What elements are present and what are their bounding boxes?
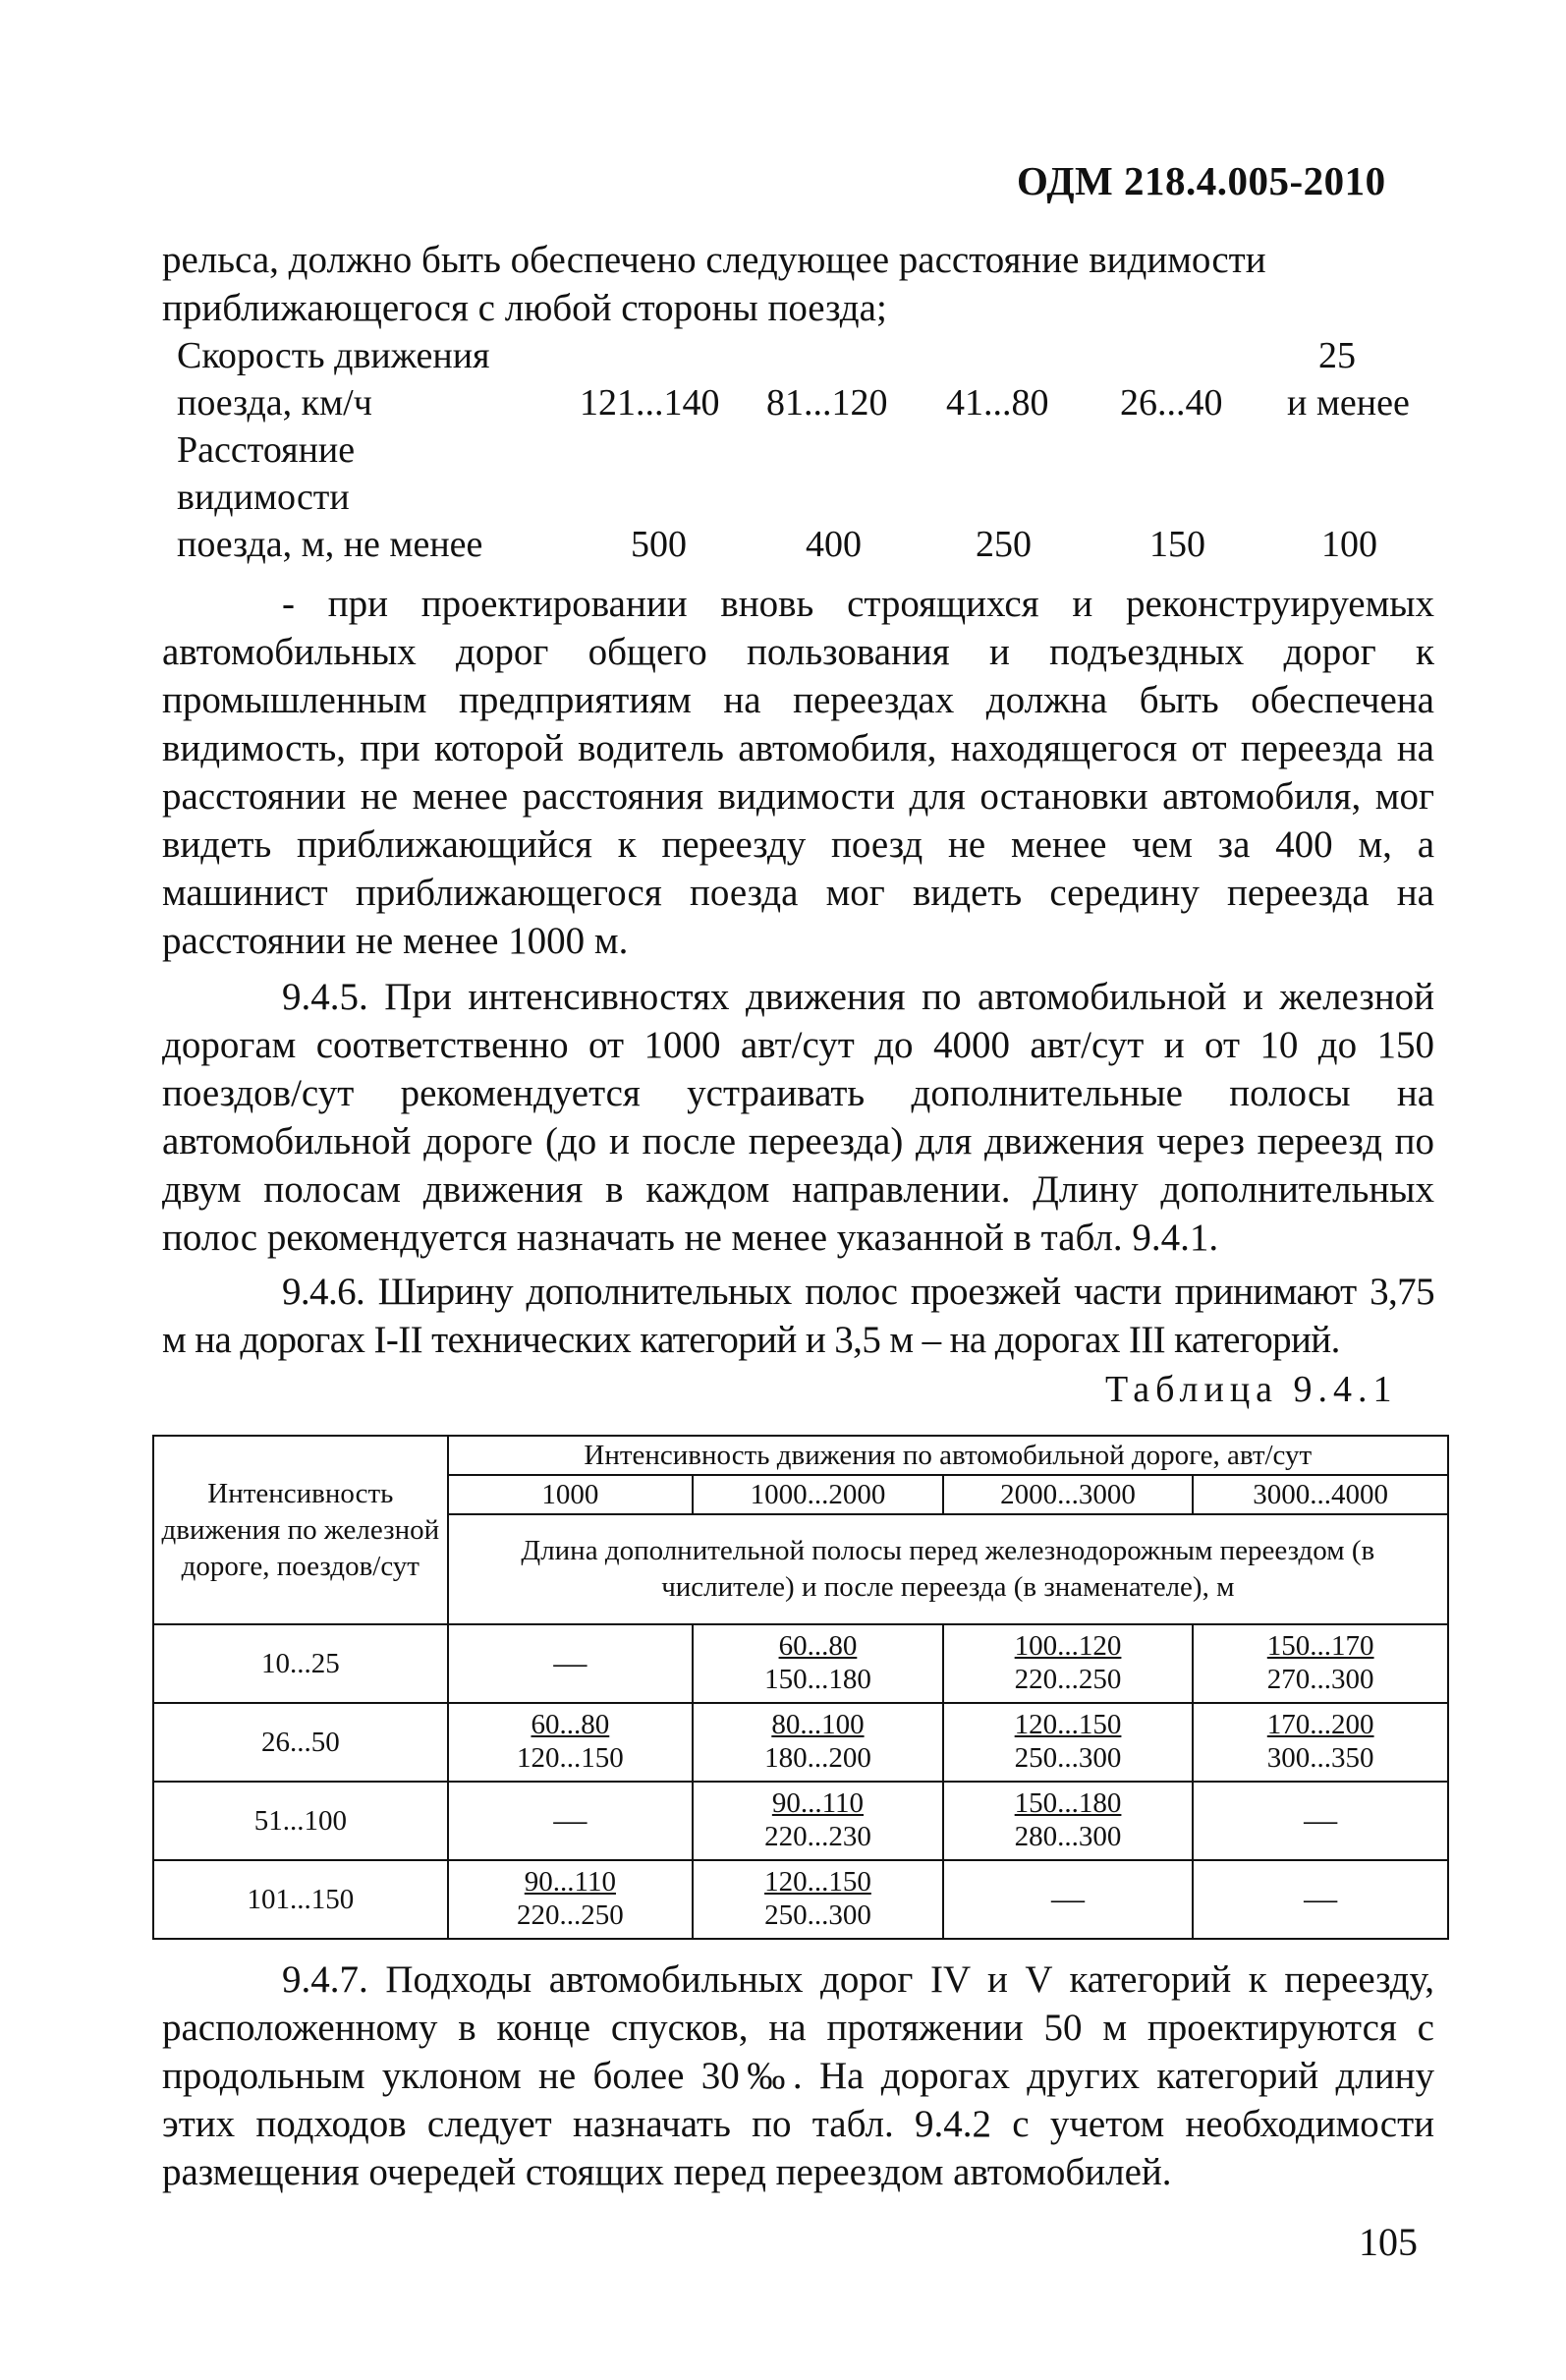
table-cell: [1193, 1703, 1448, 1782]
denominator: 120...150: [517, 1742, 624, 1774]
numerator: 90...110: [771, 1787, 865, 1819]
column-header: 1000...2000: [693, 1475, 943, 1514]
numerator: 120...150: [1014, 1709, 1122, 1740]
row-label: 101...150: [153, 1860, 448, 1939]
numerator: 60...80: [531, 1709, 610, 1740]
column-group-header-label: Интенсивность движения по автомобильной дороге, авт/сут: [584, 1439, 1313, 1471]
table-cell: [448, 1782, 694, 1860]
denominator: 150...180: [764, 1664, 871, 1695]
numerator: 120...150: [764, 1866, 871, 1898]
numerator: 100...120: [1014, 1630, 1122, 1662]
speed-value: 81...120: [766, 382, 888, 424]
column-header: 1000: [448, 1475, 694, 1514]
column-group-header: [448, 1436, 1448, 1475]
empty-dash: —: [1304, 1801, 1338, 1839]
denominator: 250...300: [1014, 1742, 1122, 1774]
empty-dash: —: [553, 1801, 587, 1839]
table-cell: [448, 1860, 694, 1939]
denominator: 280...300: [1014, 1821, 1122, 1852]
table-cell: [693, 1703, 943, 1782]
denominator: 220...250: [517, 1899, 624, 1931]
distance-value: 100: [1321, 524, 1377, 565]
table-cell: [448, 1703, 694, 1782]
paragraph-9-4-7: 9.4.7. Подходы автомобильных дорог IV и V категорий к переезду, расположенному в конце спусков, на протяжении 50 м проектируются с продольным уклоном не более 30‰. На дорогах других категорий длину этих подходов следует назначать по табл. 9.4.2 с учетом необходимости размещения очередей стоящих перед переездом автомобилей.: [162, 1958, 1434, 2193]
document-code: ОДМ 218.4.005-2010: [1017, 158, 1386, 203]
empty-dash: —: [1304, 1880, 1338, 1917]
speed-row-label-3: Расстояние: [177, 429, 356, 471]
table-row: [153, 1624, 1448, 1703]
denominator: 220...230: [764, 1821, 871, 1852]
denominator: 250...300: [764, 1899, 871, 1931]
distance-value: 500: [631, 524, 687, 565]
table-cell: [943, 1703, 1194, 1782]
table-cell: [943, 1860, 1194, 1939]
denominator: 220...250: [1014, 1664, 1122, 1695]
table-cell: [943, 1782, 1194, 1860]
row-label: 26...50: [153, 1703, 448, 1782]
table-row: [153, 1782, 1448, 1860]
table-cell: [693, 1860, 943, 1939]
empty-dash: —: [553, 1644, 587, 1681]
paragraph-9-4-5: 9.4.5. При интенсивностях движения по автомобильной и железной дорогам соответственно от 1000 авт/сут до 4000 авт/сут и от 10 до 150 поездов/сут рекомендуется устраивать дополнительные полосы на автомобильной дороге (до и после переезда) для движения через переезд по двум полосам движения в каждом направлении. Длину дополнительных полос рекомендуется назначать не менее указанной в табл. 9.4.1.: [162, 976, 1434, 1259]
table-subheader-text: Длина дополнительной полосы перед железнодорожным переездом (в числителе) и после переезда (в знаменателе), м: [521, 1535, 1375, 1603]
page-number: 105: [1359, 2220, 1418, 2264]
paragraph-visibility-design: - при проектировании вновь строящихся и реконструируемых автомобильных дорог общего пользования и подъездных дорог к промышленным предприятиям на переездах должна быть обеспечена видимость, при которой водитель автомобиля, находящегося от переезда на расстоянии не менее расстояния видимости для остановки автомобиля, мог видеть приближающийся к переезду поезд не менее чем за 400 м, а машинист приближающегося поезда мог видеть середину переезда на расстоянии не менее 1000 м.: [162, 583, 1434, 962]
empty-dash: —: [1051, 1880, 1086, 1917]
speed-value: 26...40: [1120, 382, 1223, 424]
distance-value: 150: [1149, 524, 1205, 565]
row-label: 10...25: [153, 1624, 448, 1703]
speed-value: 121...140: [580, 382, 720, 424]
table-row: [153, 1860, 1448, 1939]
speed-value: 41...80: [946, 382, 1049, 424]
table-cell: [1193, 1782, 1448, 1860]
speed-value-last-top: 25: [1318, 335, 1356, 376]
row-label: 51...100: [153, 1782, 448, 1860]
numerator: 150...180: [1014, 1787, 1122, 1819]
table-subheader: [448, 1514, 1448, 1624]
table-cell: [693, 1624, 943, 1703]
distance-value: 250: [976, 524, 1032, 565]
speed-row-label-2: поезда, км/ч: [177, 382, 372, 424]
numerator: 90...110: [524, 1866, 616, 1898]
intro-line-1: рельса, должно быть обеспечено следующее расстояние видимости: [162, 239, 1266, 281]
numerator: 60...80: [778, 1630, 858, 1662]
table-cell: [448, 1624, 694, 1703]
table-row: [153, 1703, 1448, 1782]
denominator: 180...200: [764, 1742, 871, 1774]
table-cell: [1193, 1860, 1448, 1939]
numerator: 150...170: [1266, 1630, 1374, 1662]
distance-value: 400: [806, 524, 862, 565]
speed-row-label-4: видимости: [177, 477, 350, 518]
speed-value: и менее: [1287, 382, 1410, 424]
column-header: 3000...4000: [1193, 1475, 1448, 1514]
numerator: 80...100: [771, 1709, 865, 1740]
row-header-label: Интенсивность движения по железной дороге, поездов/сут: [161, 1477, 440, 1582]
denominator: 300...350: [1266, 1742, 1374, 1774]
column-header: 2000...3000: [943, 1475, 1194, 1514]
numerator: 170...200: [1266, 1709, 1374, 1740]
table-caption: Таблица 9.4.1: [1105, 1369, 1398, 1410]
intro-line-2: приближающегося с любой стороны поезда;: [162, 287, 887, 329]
intro-text: [162, 236, 1434, 332]
table-cell: [693, 1782, 943, 1860]
speed-row-label-1: Скорость движения: [177, 335, 490, 376]
table-cell: [1193, 1624, 1448, 1703]
paragraph-9-4-6: 9.4.6. Ширину дополнительных полос проезжей части принимают 3,75 м на дорогах I-II технических категорий и 3,5 м – на дорогах III категорий.: [162, 1271, 1434, 1361]
table-9-4-1: [152, 1435, 1449, 1940]
denominator: 270...300: [1266, 1664, 1374, 1695]
speed-row-label-5: поезда, м, не менее: [177, 524, 483, 565]
table-cell: [943, 1624, 1194, 1703]
row-header-cell: [153, 1436, 448, 1624]
